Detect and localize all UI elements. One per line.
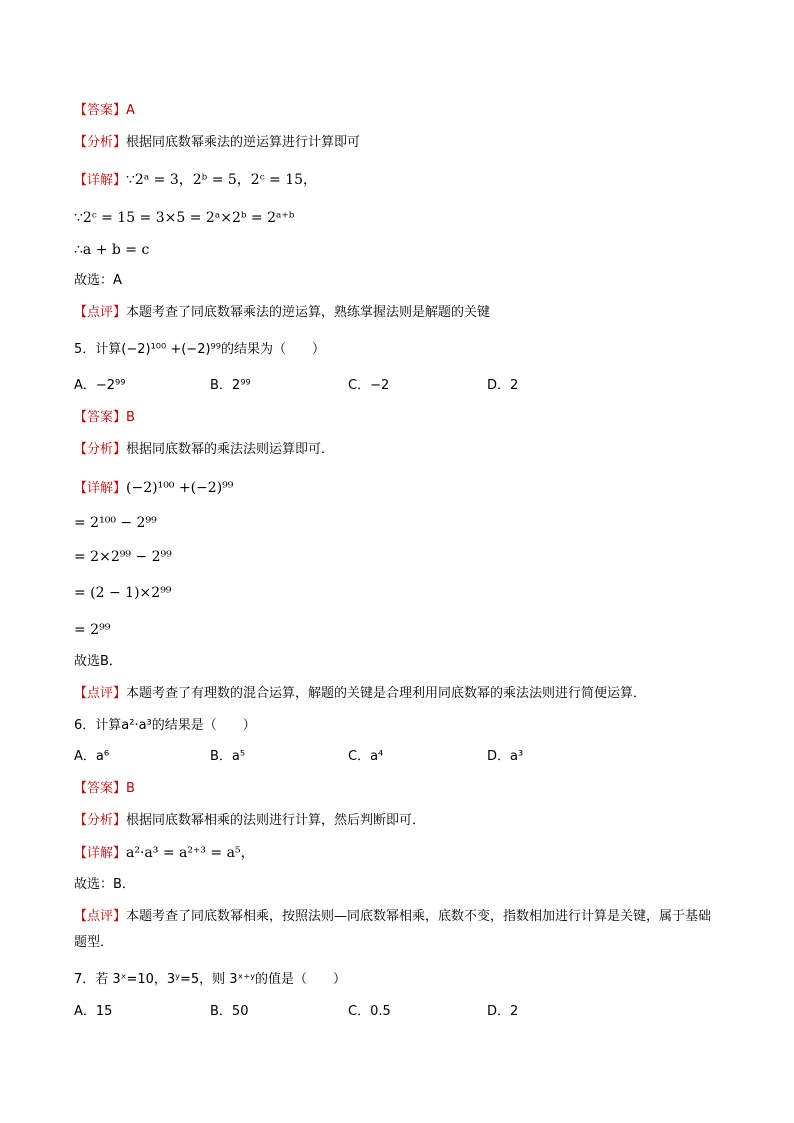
detail-label: 【详解】 (74, 481, 127, 496)
q6-option-c: C．a⁴ (348, 749, 384, 764)
q5-answer: B (126, 410, 135, 425)
analysis-label: 【分析】 (74, 442, 127, 457)
analysis-label: 【分析】 (74, 813, 127, 828)
q6-stem: 6．计算a²·a³的结果是（ ） (74, 718, 256, 733)
q6-detail-row (74, 843, 255, 864)
q5-comment: 本题考查了有理数的混合运算，解题的关键是合理利用同底数幂的乘法法则进行简便运算． (126, 686, 647, 701)
q4-analysis: 根据同底数幂乘法的逆运算进行计算即可 (126, 135, 361, 150)
q4-comment: 本题考查了同底数幂乘法的逆运算，熟练掌握法则是解题的关键 (126, 305, 491, 320)
q6-answer: B (126, 781, 135, 796)
q6-detail: a²·a³ = a²⁺³ = a⁵， (126, 845, 255, 861)
q5-answer-row (74, 408, 135, 428)
q5-option-d: D．2 (487, 378, 519, 393)
q5-option-a: A．−2⁹⁹ (74, 378, 126, 393)
q5-analysis: 根据同底数幂的乘法法则运算即可． (126, 442, 335, 457)
comment-label: 【点评】 (74, 305, 127, 320)
q7-option-c: C．0.5 (348, 1004, 391, 1019)
comment-label: 【点评】 (74, 909, 127, 924)
q6-comment: 本题考查了同底数幂相乘，按照法则—同底数幂相乘，底数不变，指数相加进行计算是关键，属于基础题型． (74, 909, 712, 950)
q7-option-d: D．2 (487, 1004, 519, 1019)
analysis-label: 【分析】 (74, 135, 127, 150)
q5-option-c: C．−2 (348, 378, 390, 393)
q4-analysis-row (74, 133, 360, 153)
q5-detail-row (74, 478, 233, 499)
q4-comment-row (74, 303, 490, 323)
q5-detail-l5: = 2⁹⁹ (74, 622, 111, 638)
q5-detail-l2: = 2¹⁰⁰ − 2⁹⁹ (74, 515, 157, 531)
q5-analysis-row (74, 440, 334, 460)
q6-choice: 故选：B． (74, 877, 135, 892)
q6-analysis-row (74, 811, 425, 831)
detail-label: 【详解】 (74, 173, 127, 188)
q6-option-d: D．a³ (487, 749, 524, 764)
q5-choice: 故选B． (74, 654, 122, 669)
q6-analysis: 根据同底数幂相乘的法则进行计算，然后判断即可． (126, 813, 426, 828)
q6-comment-row (74, 904, 724, 956)
q4-choice: 故选：A (74, 273, 122, 288)
q7-option-b: B．50 (210, 1004, 249, 1019)
q4-detail-l3: ∴a + b = c (74, 242, 150, 258)
q6-answer-row (74, 779, 135, 799)
answer-label: 【答案】 (74, 103, 127, 118)
q4-detail-row (74, 170, 317, 191)
answer-label: 【答案】 (74, 410, 127, 425)
q5-detail-l3: = 2×2⁹⁹ − 2⁹⁹ (74, 549, 172, 565)
q4-detail-l2: ∵2ᶜ = 15 = 3×5 = 2ᵃ×2ᵇ = 2ᵃ⁺ᵇ (74, 210, 295, 226)
q5-detail-l4: = (2 − 1)×2⁹⁹ (74, 585, 172, 601)
detail-label: 【详解】 (74, 846, 127, 861)
q4-answer-row (74, 101, 135, 121)
q5-stem: 5．计算(−2)¹⁰⁰ +(−2)⁹⁹的结果为（ ） (74, 342, 325, 357)
q4-answer: A (126, 103, 135, 118)
answer-label: 【答案】 (74, 781, 127, 796)
q5-option-b: B．2⁹⁹ (210, 378, 251, 393)
q4-detail-l1: ∵2ᵃ = 3，2ᵇ = 5，2ᶜ = 15， (126, 172, 318, 188)
comment-label: 【点评】 (74, 686, 127, 701)
q5-comment-row (74, 684, 646, 704)
q7-stem: 7．若 3ˣ=10，3ʸ=5，则 3ˣ⁺ʸ的值是（ ） (74, 972, 347, 987)
q6-option-a: A．a⁶ (74, 749, 110, 764)
q7-option-a: A．15 (74, 1004, 113, 1019)
q5-detail-l1: (−2)¹⁰⁰ +(−2)⁹⁹ (126, 480, 234, 496)
q6-option-b: B．a⁵ (210, 749, 246, 764)
